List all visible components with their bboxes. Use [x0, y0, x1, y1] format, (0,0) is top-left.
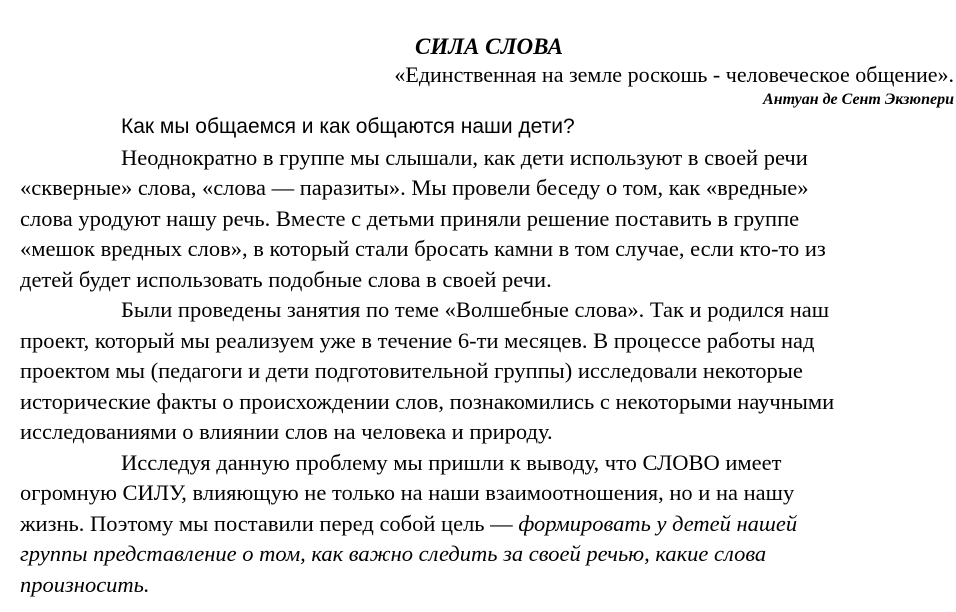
paragraph-line: «скверные» слова, «слова — паразиты». Мы провели беседу о том, как «вредные» — [20, 175, 809, 200]
paragraph-line: огромную СИЛУ, влияющую не только на наши взаимоотношения, но и на нашу — [20, 480, 795, 505]
goal-emphasis-line: произносить. — [20, 571, 150, 597]
paragraph-line: детей будет использовать подобные слова в своей речи. — [20, 266, 552, 292]
goal-emphasis-line: группы представление о том, как важно следить за своей речью, какие слова — [20, 541, 767, 566]
paragraph-line: исследованиями о влиянии слов на человека и природу. — [20, 419, 553, 444]
paragraph-line: «мешок вредных слов», в который стали бросать камни в том случае, если кто-то из — [20, 236, 826, 261]
paragraph-line-mixed — [20, 509, 954, 540]
paragraph-line: проектом мы (педагоги и дети подготовительной группы) исследовали некоторые — [20, 358, 803, 383]
goal-emphasis-text: формировать у детей нашей — [518, 510, 798, 536]
epigraph-quote: «Единственная на земле роскошь - человеческое общение». — [394, 62, 954, 87]
intro-question — [20, 111, 954, 143]
paragraph-line: слова уродуют нашу речь. Вместе с детьми приняли решение поставить в группе — [20, 205, 800, 231]
paragraph-2 — [20, 295, 954, 448]
paragraph-line: проект, который мы реализуем уже в течение 6-ти месяцев. В процессе работы над — [20, 327, 815, 353]
paragraph-line: Исследуя данную проблему мы пришли к выводу, что СЛОВО имеет — [121, 449, 782, 475]
paragraph-1 — [20, 143, 954, 296]
paragraph-line: Были проведены занятия по теме «Волшебные слова». Так и родился наш — [121, 297, 830, 322]
question-text: Как мы общаемся и как общаются наши дети? — [121, 115, 575, 138]
paragraph-3 — [20, 448, 954, 601]
paragraph-line: исторические факты о происхождении слов, познакомились с некоторыми научными — [20, 388, 835, 414]
document-page — [20, 33, 954, 600]
paragraph-line: Неоднократно в группе мы слышали, как дети используют в своей речи — [121, 144, 808, 170]
epigraph-author: Антуан де Сент Экзюпери — [763, 91, 954, 108]
goal-lead-text: жизнь. Поэтому мы поставили перед собой цель — — [20, 510, 519, 536]
document-title: СИЛА СЛОВА — [415, 34, 563, 59]
